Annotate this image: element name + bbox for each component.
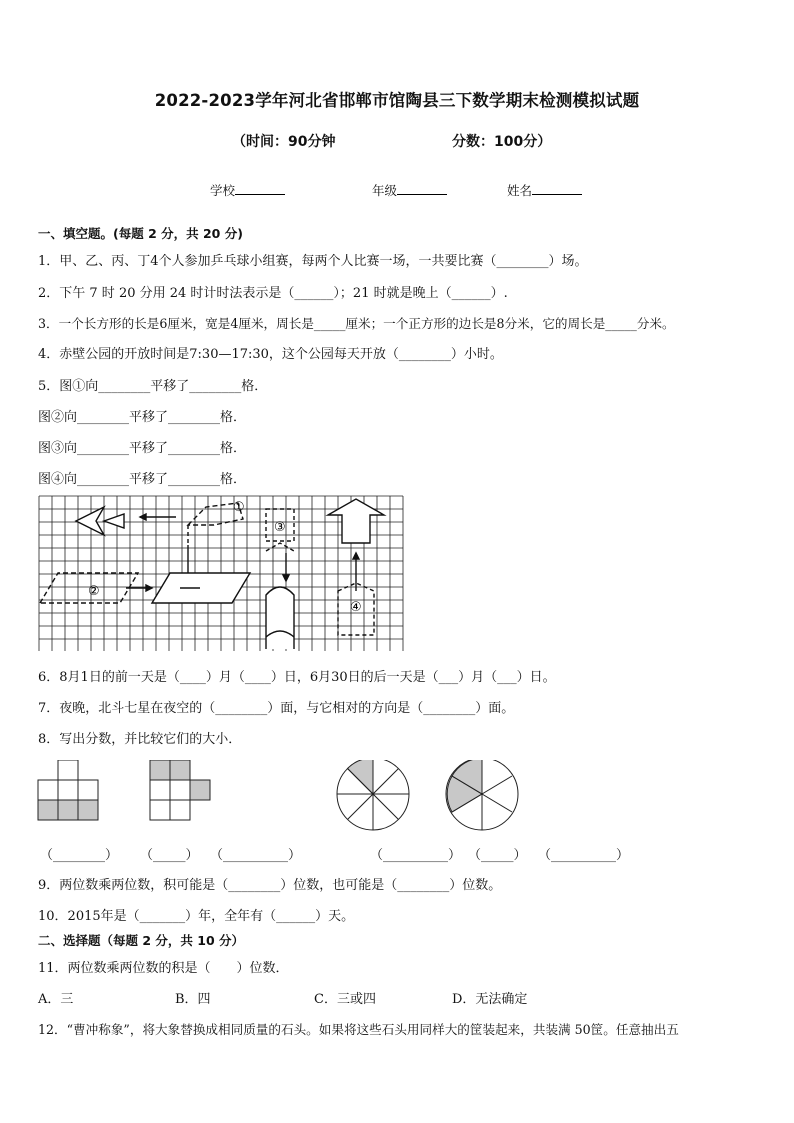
shape2-shaded-cell xyxy=(150,760,170,780)
question-5-line-3: 图③向________平移了________格． xyxy=(38,441,247,456)
label-figure-2: ② xyxy=(88,584,100,599)
question-5-line-1: 5．图①向________平移了________格． xyxy=(38,379,268,394)
shape1-shaded-cell xyxy=(78,800,98,820)
page-title: 2022-2023学年河北省邯郸市馆陶县三下数学期末检测模拟试题 xyxy=(154,91,640,110)
question-5-line-4: 图④向________平移了________格． xyxy=(38,472,247,487)
move-arrowhead-up xyxy=(353,553,359,559)
figure-3-dashed-top xyxy=(266,543,294,551)
arrow-shape-solid xyxy=(76,507,104,535)
name-blank[interactable] xyxy=(532,182,582,195)
q8-blank-4[interactable]: （__________） xyxy=(370,848,462,863)
q8-blank-3[interactable]: （__________） xyxy=(210,848,302,863)
shape1-cell xyxy=(78,780,98,800)
label-figure-3: ③ xyxy=(274,520,286,535)
question-9: 9．两位数乘两位数，积可能是（________）位数，也可能是（________）位数。 xyxy=(38,878,502,893)
grade-field: 年级 xyxy=(372,181,447,199)
section-choice-heading: 二、选择题（每题 2 分，共 10 分） xyxy=(38,933,245,948)
shape2-cell xyxy=(150,800,170,820)
school-field: 学校 xyxy=(210,181,285,199)
shape2-shaded-cell xyxy=(190,780,210,800)
question-11: 11．两位数乘两位数的积是（ ）位数． xyxy=(38,961,289,976)
shape1-shaded-cell xyxy=(38,800,58,820)
q11-option-c[interactable]: C．三或四 xyxy=(314,992,376,1007)
q8-blank-6[interactable]: （__________） xyxy=(538,848,630,863)
shape1-cell xyxy=(38,780,58,800)
question-8: 8．写出分数，并比较它们的大小． xyxy=(38,732,242,747)
label-figure-4: ④ xyxy=(350,600,362,615)
translation-grid-figure xyxy=(38,495,412,651)
q8-blank-2[interactable]: （_____） xyxy=(140,848,199,863)
fraction-figures xyxy=(36,760,636,832)
question-3: 3．一个长方形的长是6厘米，宽是4厘米，周长是_____厘米；一个正方形的边长是8分米，它的周长是_____分米。 xyxy=(38,316,675,331)
grade-blank[interactable] xyxy=(397,182,447,195)
arrow-tail-solid xyxy=(104,514,124,528)
shape2-cell xyxy=(170,800,190,820)
q8-blank-5[interactable]: （_____） xyxy=(468,848,527,863)
shape2-cell xyxy=(170,780,190,800)
label-figure-1: ① xyxy=(233,500,245,515)
q8-blank-1[interactable]: （________） xyxy=(40,848,119,863)
question-7: 7．夜晚，北斗七星在夜空的（________）面，与它相对的方向是（________）面。 xyxy=(38,701,515,716)
shape1-shaded-cell xyxy=(58,800,78,820)
shape1-cell xyxy=(58,780,78,800)
shape2-shaded-cell xyxy=(170,760,190,780)
move-arrowhead-right xyxy=(146,585,152,591)
school-blank[interactable] xyxy=(235,182,285,195)
question-1: 1．甲、乙、丙、丁4个人参加乒乓球小组赛，每两个人比赛一场，一共要比赛（________）场。 xyxy=(38,254,588,269)
move-arrowhead-down xyxy=(283,575,289,581)
question-10: 10．2015年是（_______）年，全年有（______）天。 xyxy=(38,909,355,924)
section-fill-blank-heading: 一、填空题。(每题 2 分，共 20 分) xyxy=(38,226,243,241)
shape1-cell xyxy=(58,760,78,780)
name-field: 姓名 xyxy=(507,181,582,199)
question-5-line-2: 图②向________平移了________格． xyxy=(38,410,247,425)
exam-time: （时间：90分钟 xyxy=(232,134,336,150)
exam-score: 分数：100分） xyxy=(452,134,552,150)
arch-shape-solid xyxy=(266,587,294,649)
q11-option-d[interactable]: D．无法确定 xyxy=(452,992,528,1007)
q11-option-b[interactable]: B．四 xyxy=(175,992,211,1007)
question-6: 6．8月1日的前一天是（____）月（____）日，6月30日的后一天是（___）月（___）日。 xyxy=(38,670,556,685)
q11-option-a[interactable]: A．三 xyxy=(38,992,74,1007)
move-arrowhead-left xyxy=(140,514,146,520)
parallelogram-solid xyxy=(152,573,250,603)
question-12: 12．“曹冲称象”，将大象替换成相同质量的石头。如果将这些石头用同样大的筐装起来，共装满 50筐。任意抽出五 xyxy=(38,1022,679,1037)
question-2: 2．下午 7 时 20 分用 24 时计时法表示是（______）；21 时就是晚上（______）. xyxy=(38,286,508,301)
question-4: 4．赤壁公园的开放时间是7:30—17:30，这个公园每天开放（________）小时。 xyxy=(38,347,503,362)
up-arrow-shape-solid xyxy=(328,499,384,543)
shape2-cell xyxy=(150,780,170,800)
